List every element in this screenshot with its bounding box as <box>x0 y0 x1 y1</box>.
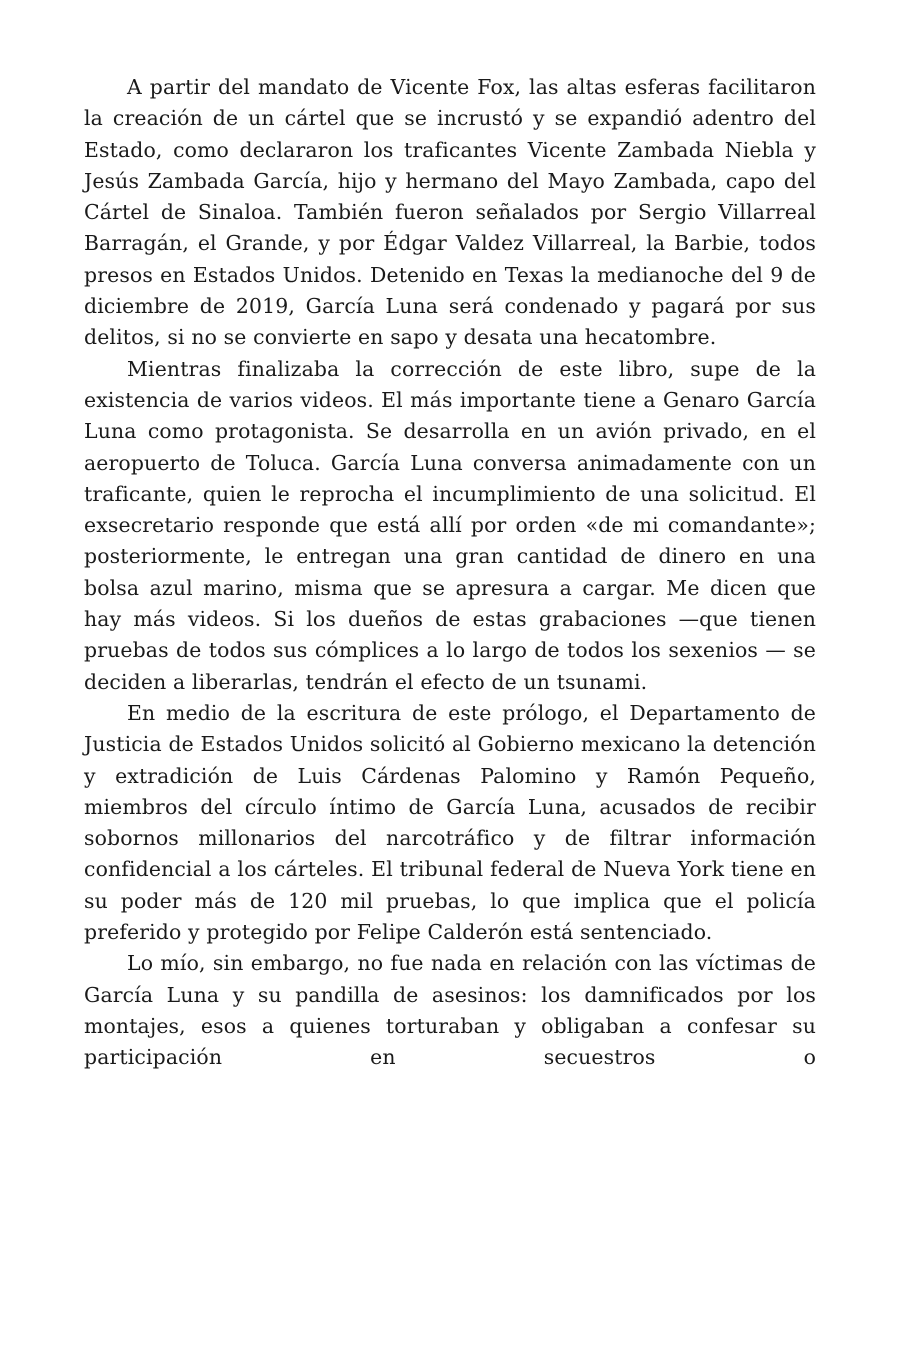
paragraph-videos: Mientras finalizaba la corrección de este libro, supe de la existencia de varios videos. El más importante tiene a Genaro García Luna como protagonista. Se desarrolla en un avión privado, en el aeropuerto de Toluca. García Luna conversa animadamente con un traficante, quien le reprocha el incumplimiento de una solicitud. El exsecretario responde que está allí por orden «de mi comandante»; posteriormente, le entregan una gran cantidad de dinero en una bolsa azul marino, misma que se apresura a cargar. Me dicen que hay más videos. Si los dueños de estas grabaciones —que tienen pruebas de todos sus cómplices a lo largo de todos los sexenios — se deciden a liberarlas, tendrán el efecto de un tsunami. <box>84 356 816 694</box>
paragraph-fox-cartel: A partir del mandato de Vicente Fox, las altas esferas facilitaron la creación de un cártel que se incrustó y se expandió adentro del Estado, como declararon los traficantes Vicente Zambada Niebla y Jesús Zambada García, hijo y hermano del Mayo Zambada, capo del Cártel de Sinaloa. También fueron señalados por Sergio Villarreal Barragán, el Grande, y por Édgar Valdez Villarreal, la Barbie, todos presos en Estados Unidos. Detenido en Texas la medianoche del 9 de diciembre de 2019, García Luna será condenado y pagará por sus delitos, si no se convierte en sapo y desata una hecatombre. <box>84 75 816 350</box>
paragraph-extradition: En medio de la escritura de este prólogo, el Departamento de Justicia de Estados Unidos solicitó al Gobierno mexicano la detención y extradición de Luis Cárdenas Palomino y Ramón Pequeño, miembros del círculo íntimo de García Luna, acusados de recibir sobornos millonarios del narcotráfico y de filtrar información confidencial a los cárteles. El tribunal federal de Nueva York tiene en su poder más de 120 mil pruebas, lo que implica que el policía preferido y protegido por Felipe Calderón está sentenciado. <box>84 700 816 945</box>
paragraph-victims: Lo mío, sin embargo, no fue nada en relación con las víctimas de García Luna y su pandilla de asesinos: los damnificados por los montajes, esos a quienes torturaban y obligaban a confesar su participación en secuestros o <box>84 951 816 1070</box>
book-page-body <box>84 72 816 1074</box>
